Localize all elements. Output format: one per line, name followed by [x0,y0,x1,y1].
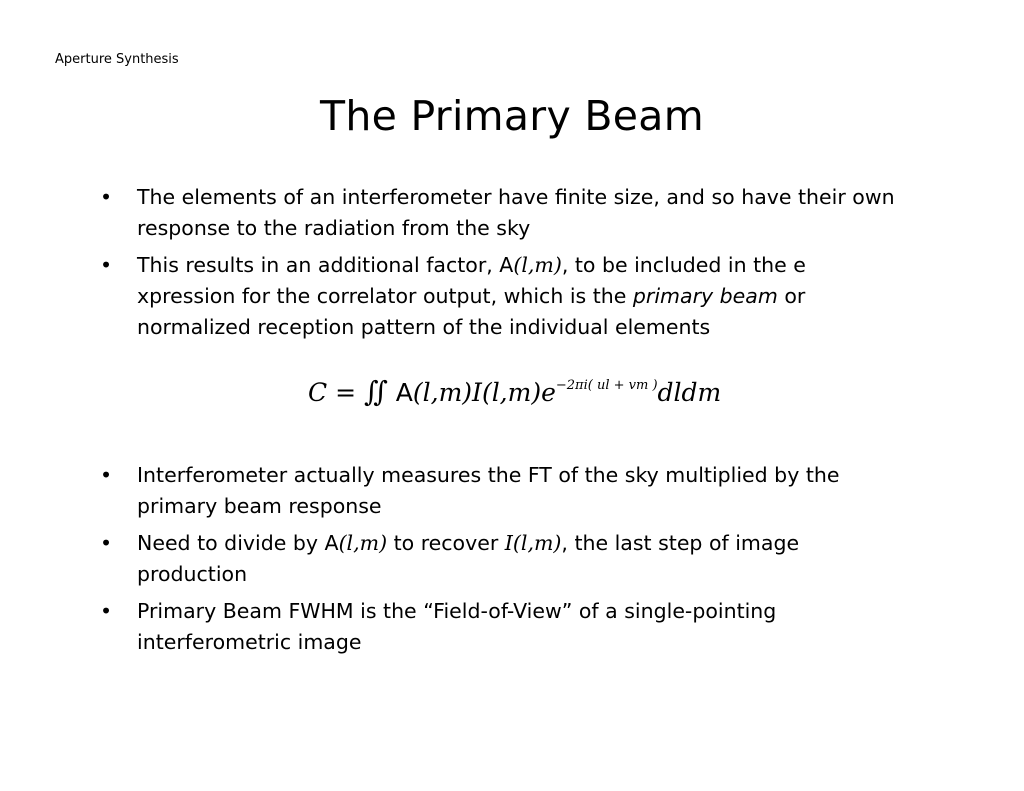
eq-args-1: (l,m) [412,378,473,407]
eq-lhs: C [308,378,328,407]
bullet-text: Primary Beam FWHM is the “Field-of-View” of a single-pointing interferometric image [137,599,777,654]
eq-args-2: (l,m) [481,378,542,407]
eq-exp-base: e [541,378,556,407]
slide-title: The Primary Beam [320,92,704,140]
bullet-item [100,460,900,522]
bullet-list-top [100,182,900,349]
lm-args: (l,m) [338,531,388,555]
correlator-equation [308,375,721,408]
lm-args-2: (l,m) [512,531,562,555]
eq-equals: = [327,378,364,407]
eq-exponent: −2πi( ul + vm ) [555,378,658,393]
bullet-text: The elements of an interferometer have finite size, and so have their own response to the radiation from the sky [137,185,895,240]
bullet-text-mid: to recover [387,531,505,555]
bullet-list-bottom [100,460,900,664]
bullet-marker: • [100,531,113,555]
bullet-text-pre: Need to divide by [137,531,325,555]
header-label: Aperture Synthesis [55,52,179,67]
primary-beam-symbol: A [324,531,339,555]
eq-differentials: dldm [657,378,722,407]
bullet-item [100,250,900,343]
bullet-item [100,596,900,658]
bullet-text: Interferometer actually measures the FT of the sky multiplied by the primary beam response [137,463,840,518]
emphasis-primary-beam: primary beam [632,284,778,308]
intensity-symbol: I [504,531,513,555]
primary-beam-symbol: A [499,253,514,277]
bullet-marker: • [100,463,113,487]
double-integral-symbol: ∬ [363,375,388,408]
bullet-text-post: or normalized reception pattern of the individual elements [137,284,806,339]
eq-intensity: I [472,378,482,407]
bullet-item [100,528,900,590]
bullet-text-post: , the last step of image production [137,531,800,586]
bullet-marker: • [100,599,113,623]
bullet-marker: • [100,253,113,277]
eq-primary-beam: A [395,378,413,407]
bullet-item [100,182,900,244]
bullet-text-mid: , to be included in the e xpression for the correlator output, which is the [137,253,806,308]
bullet-marker: • [100,185,113,209]
lm-args: (l,m) [513,253,562,277]
bullet-text-pre: This results in an additional factor, [137,253,500,277]
